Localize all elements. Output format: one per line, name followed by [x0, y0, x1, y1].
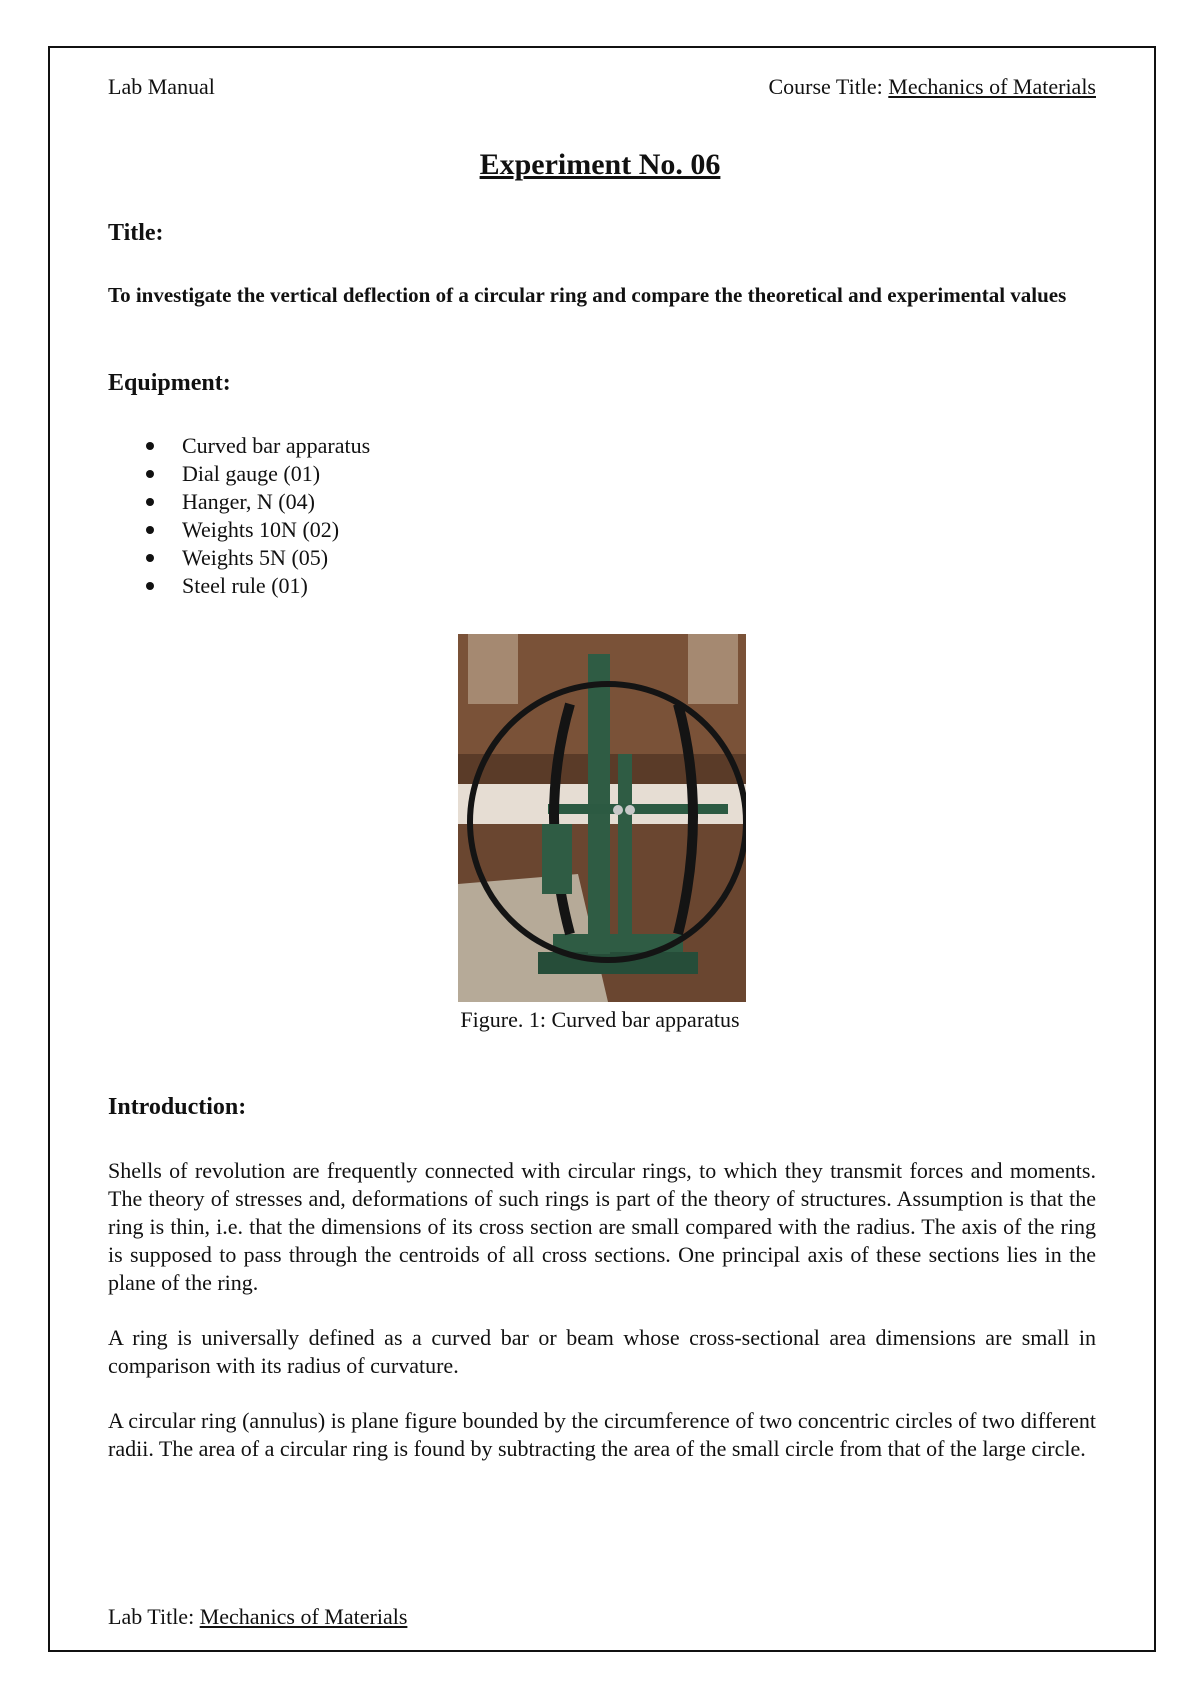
bullet-icon: [146, 582, 154, 590]
course-title-label: Course Title:: [768, 74, 889, 99]
equipment-item: [140, 572, 370, 600]
equipment-item: [140, 460, 370, 488]
footer-value: Mechanics of Materials: [199, 1604, 408, 1629]
intro-paragraph-1: Shells of revolution are frequently connected with circular rings, to which they transmit forces and moments. The theory of stresses and, deformations of such rings is part of the theory of structures. Assumption is that the ring is thin, i.e. that the dimensions of its cross section are small compared with the radius. The axis of the ring is supposed to pass through the centroids of all cross sections. One principal axis of these sections lies in the plane of the ring.: [108, 1158, 1096, 1295]
header-course-title: [768, 74, 1096, 100]
bullet-icon: [146, 442, 154, 450]
equipment-item-label: Dial gauge (01): [182, 461, 321, 486]
equipment-item-label: Hanger, N (04): [182, 489, 315, 514]
introduction-heading: Introduction:: [108, 1094, 247, 1120]
bullet-icon: [146, 498, 154, 506]
bullet-icon: [146, 554, 154, 562]
equipment-item: [140, 544, 370, 572]
intro-paragraph-3: A circular ring (annulus) is plane figure bounded by the circumference of two concentric circles of two different radii. The area of a circular ring is found by subtracting the area of the small circle from that of the large circle.: [108, 1408, 1096, 1461]
title-heading: Title:: [108, 220, 164, 246]
title-text: To investigate the vertical deflection of a circular ring and compare the theoretical and experimental values: [108, 283, 1067, 307]
equipment-item: [140, 488, 370, 516]
equipment-item-label: Weights 5N (05): [182, 545, 329, 570]
footer-label: Lab Title:: [108, 1604, 200, 1629]
equipment-item-label: Curved bar apparatus: [182, 433, 371, 458]
equipment-heading: Equipment:: [108, 370, 231, 396]
experiment-title: Experiment No. 06: [479, 148, 721, 181]
apparatus-illustration: [458, 634, 746, 1002]
footer-lab-title: [108, 1604, 407, 1630]
equipment-item: [140, 516, 370, 544]
equipment-item-label: Weights 10N (02): [182, 517, 340, 542]
intro-paragraph-2: A ring is universally defined as a curved bar or beam whose cross-sectional area dimensions are small in comparison with its radius of curvature.: [108, 1325, 1096, 1378]
equipment-item: [140, 432, 370, 460]
figure-caption: Figure. 1: Curved bar apparatus: [460, 1007, 740, 1032]
equipment-list: [140, 432, 370, 600]
equipment-item-label: Steel rule (01): [182, 573, 308, 598]
curved-bar-apparatus-photo: [458, 634, 746, 1002]
bullet-icon: [146, 526, 154, 534]
course-title-value: Mechanics of Materials: [888, 74, 1096, 99]
header-lab-manual: Lab Manual: [108, 74, 215, 99]
bullet-icon: [146, 470, 154, 478]
